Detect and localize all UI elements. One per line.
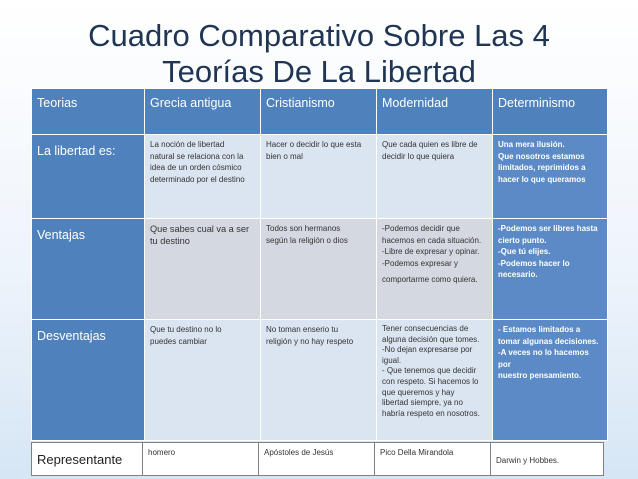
representante-modernidad: Pico Della Mirandola xyxy=(380,448,454,457)
cell-line: hacer lo que queramos xyxy=(498,174,586,184)
cell-ventajas-determinismo xyxy=(498,223,602,281)
cell-line: con respeto. Si hacemos lo xyxy=(382,376,479,386)
cell-line: Tener consecuencias de xyxy=(382,324,469,333)
cell-line: - Que tenemos que decidir xyxy=(382,366,477,376)
row-libertad xyxy=(32,135,608,219)
header-cell-determinismo: Determinismo xyxy=(493,89,608,135)
cell-line: idea de un orden cósmico xyxy=(150,163,242,172)
cell-line: necesario. xyxy=(498,270,538,279)
cell-line: Todos son hermanos xyxy=(266,224,341,233)
row-ventajas xyxy=(32,219,608,320)
cell-line: comportarme como quiera. xyxy=(382,275,478,284)
cell-line: bien o mal xyxy=(266,151,303,161)
cell-ventajas-grecia xyxy=(150,223,255,247)
header-cell-modernidad: Modernidad xyxy=(377,89,493,135)
cell-line: determinado por el destino xyxy=(150,174,245,184)
row-label-libertad: La libertad es: xyxy=(32,135,145,219)
slide-title xyxy=(0,18,638,90)
cell-line: -Podemos ser libres hasta xyxy=(498,224,598,233)
cell-line: Una mera ilusión. xyxy=(498,140,565,149)
cell-line: puedes cambiar xyxy=(150,336,207,346)
cell-line: igual. xyxy=(382,355,402,365)
cell-line: según la religión o dios xyxy=(266,235,348,245)
representante-grecia: homero xyxy=(148,448,176,457)
cell-line: Que sabes cual va a ser xyxy=(150,224,250,234)
cell-line: tomar algunas decisiones. xyxy=(498,336,599,346)
header-cell-grecia: Grecia antigua xyxy=(145,89,261,135)
cell-line: Que cada quien es libre de xyxy=(382,140,478,149)
representante-cristianismo: Apóstoles de Jesús xyxy=(264,448,334,457)
cell-line: -Podemos decidir que xyxy=(382,224,460,233)
cell-line: No toman enserio tu xyxy=(266,325,339,334)
cell-line: -Libre de expresar y opinar. xyxy=(382,247,480,256)
cell-line: habría respeto en nosotros. xyxy=(382,408,480,418)
cell-ventajas-modernidad xyxy=(382,223,487,286)
comparison-table xyxy=(31,88,608,441)
cell-libertad-grecia xyxy=(150,139,255,185)
cell-line: decidir lo que quiera xyxy=(382,151,455,161)
header-cell-cristianismo: Cristianismo xyxy=(261,89,377,135)
cell-line: que queremos y hay xyxy=(382,387,455,397)
title-line-1: Cuadro Comparativo Sobre Las 4 xyxy=(88,18,550,53)
title-line-2: Teorías De La Libertad xyxy=(162,54,476,89)
cell-ventajas-cristianismo xyxy=(266,223,371,246)
cell-desventajas-determinismo xyxy=(498,324,602,382)
cell-desventajas-modernidad xyxy=(382,324,487,419)
cell-line: Que nosotros estamos xyxy=(498,151,585,161)
representante-table xyxy=(31,442,604,476)
cell-line: limitados, reprimidos a xyxy=(498,163,586,172)
cell-line: -Podemos hacer lo xyxy=(498,258,570,268)
cell-libertad-cristianismo xyxy=(266,139,371,162)
cell-line: tu destino xyxy=(150,236,190,246)
cell-line: Que tu destino no lo xyxy=(150,325,222,334)
header-cell-teorias: Teorias xyxy=(32,89,145,135)
cell-line: La noción de libertad xyxy=(150,140,225,149)
cell-line: alguna decisión que tomes. xyxy=(382,334,480,344)
cell-line: -No dejan expresarse por xyxy=(382,345,473,355)
cell-line: -Podemos expresar y xyxy=(382,258,459,268)
representante-determinismo: Darwin y Hobbes. xyxy=(496,456,560,465)
cell-desventajas-cristianismo xyxy=(266,324,371,347)
cell-libertad-determinismo xyxy=(498,139,602,185)
cell-line: natural se relaciona con la xyxy=(150,151,244,161)
cell-line: religión y no hay respeto xyxy=(266,336,354,346)
cell-line: nuestro pensamiento. xyxy=(498,371,582,380)
cell-desventajas-grecia xyxy=(150,324,255,347)
header-row xyxy=(32,89,608,135)
row-label-ventajas: Ventajas xyxy=(32,219,145,320)
cell-line: hacemos en cada situación. xyxy=(382,235,482,245)
row-label-desventajas: Desventajas xyxy=(32,320,145,441)
cell-line: Hacer o decidir lo que esta xyxy=(266,140,362,149)
representante-row xyxy=(32,443,604,476)
cell-line: -Que tú elijes. xyxy=(498,247,551,256)
cell-line: cierto punto. xyxy=(498,235,547,245)
row-desventajas xyxy=(32,320,608,441)
cell-line: -A veces no lo hacemos por xyxy=(498,348,589,369)
cell-libertad-modernidad xyxy=(382,139,487,162)
cell-line: libertad siempre, ya no xyxy=(382,398,463,408)
representante-label: Representante xyxy=(32,443,143,476)
cell-line: - Estamos limitados a xyxy=(498,325,581,334)
